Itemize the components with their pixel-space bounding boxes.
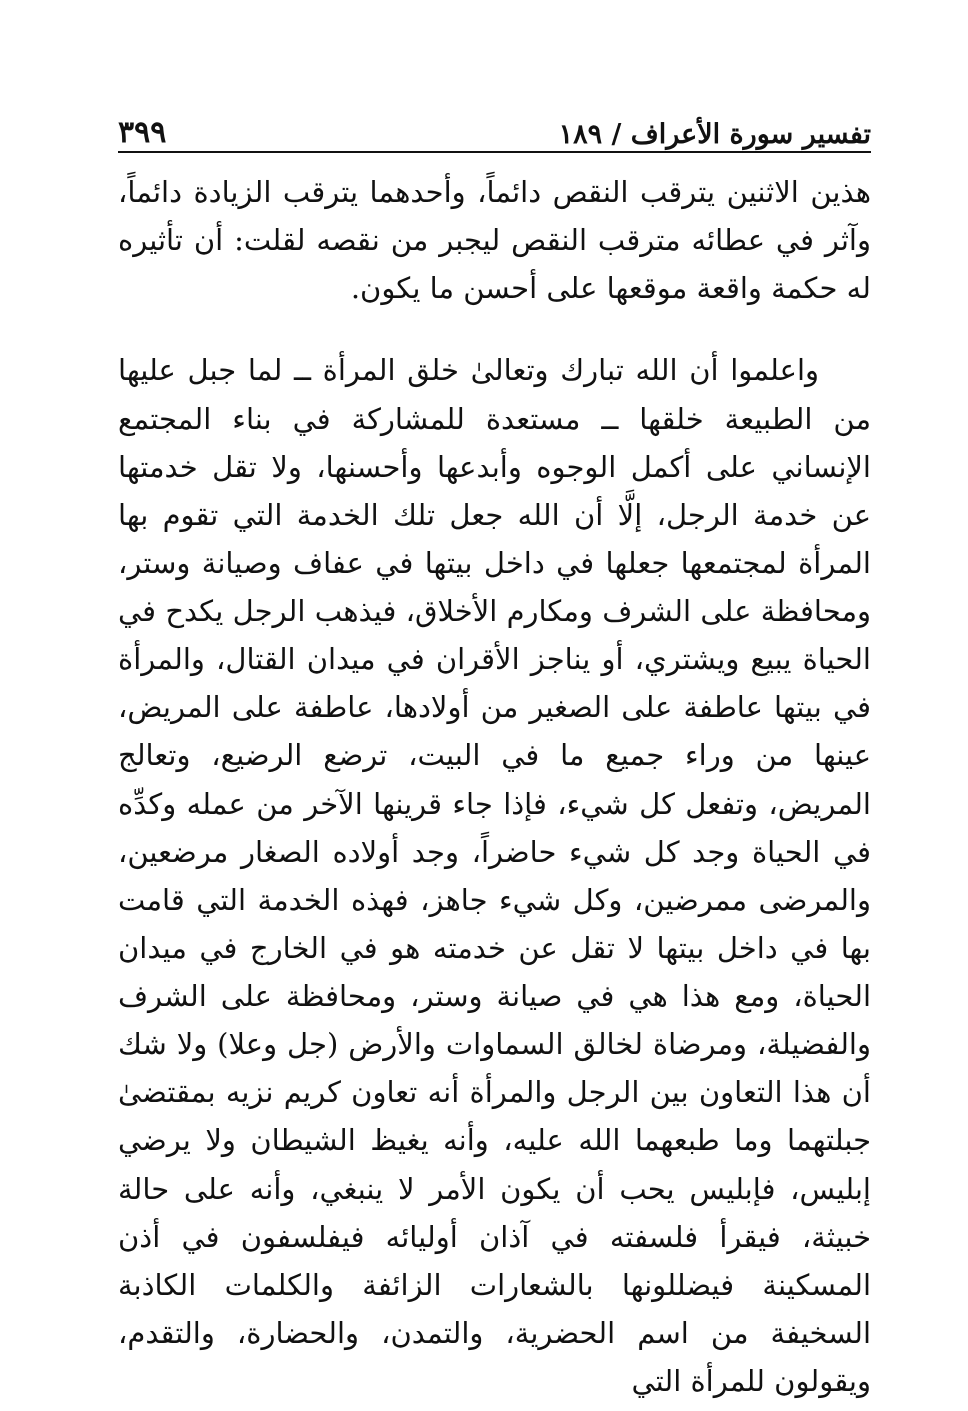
paragraph: هذين الاثنين يترقب النقص دائماً، وأحدهما يترقب الزيادة دائماً، وآثر في عطائه مترقب النقص ليجبر من نقصه لقلت: أن تأثيره له حكمة واقعة موقعها على أحسن ما يكون. [118, 175, 871, 306]
header-rule [118, 151, 871, 153]
page-number: ٣٩٩ [118, 115, 167, 150]
page-header [118, 104, 871, 148]
paragraph: واعلموا أن الله تبارك وتعالىٰ خلق المرأة ــ لما جبل عليها من الطبيعة خلقها ــ مستعدة للمشاركة في بناء المجتمع الإنساني على أكمل الوجوه وأبدعها وأحسنها، ولا تقل خدمتها عن خدمة الرجل، إلَّا أن الله جعل تلك الخدمة التي تقوم بها المرأة لمجتمعها جعلها في داخل بيتها في عفاف وصيانة وستر، ومحافظة على الشرف ومكارم الأخلاق، فيذهب الرجل يكدح في الحياة يبيع ويشتري، أو يناجز الأقران في ميدان القتال، والمرأة في بيتها عاطفة على الصغير من أولادها، عاطفة على المريض، عينها من وراء جميع ما في البيت، ترضع الرضيع، وتعالج المريض، وتفعل كل شيء، فإذا جاء قرينها الآخر من عمله وكدِّه في الحياة وجد كل شيء حاضراً، وجد أولاده الصغار مرضعين، والمرضى ممرضين، وكل شيء جاهز، فهذه الخدمة التي قامت بها في داخل بيتها لا تقل عن خدمته هو في الخارج في ميدان الحياة، ومع هذا هي في صيانة وستر، ومحافظة على الشرف والفضيلة، ومرضاة لخالق السماوات والأرض (جل وعلا) ولا شك أن هذا التعاون بين الرجل والمرأة أنه تعاون كريم نزيه بمقتضىٰ جبلتهما وما طبعهما الله عليه، وأنه يغيظ الشيطان ولا يرضي إبليس، فإبليس يحب أن يكون الأمر لا ينبغي، وأنه على حالة خبيثة، فيقرأ فلسفته في آذان أوليائه فيفلسفون في أذن المسكينة فيضللونها بالشعارات الزائفة والكلمات الكاذبة السخيفة من اسم الحضرية، والتمدن، والحضارة، والتقدم، ويقولون للمرأة التي [118, 353, 871, 1398]
body-text [118, 168, 871, 1405]
running-title: تفسير سورة الأعراف / ١٨٩ [558, 119, 871, 150]
